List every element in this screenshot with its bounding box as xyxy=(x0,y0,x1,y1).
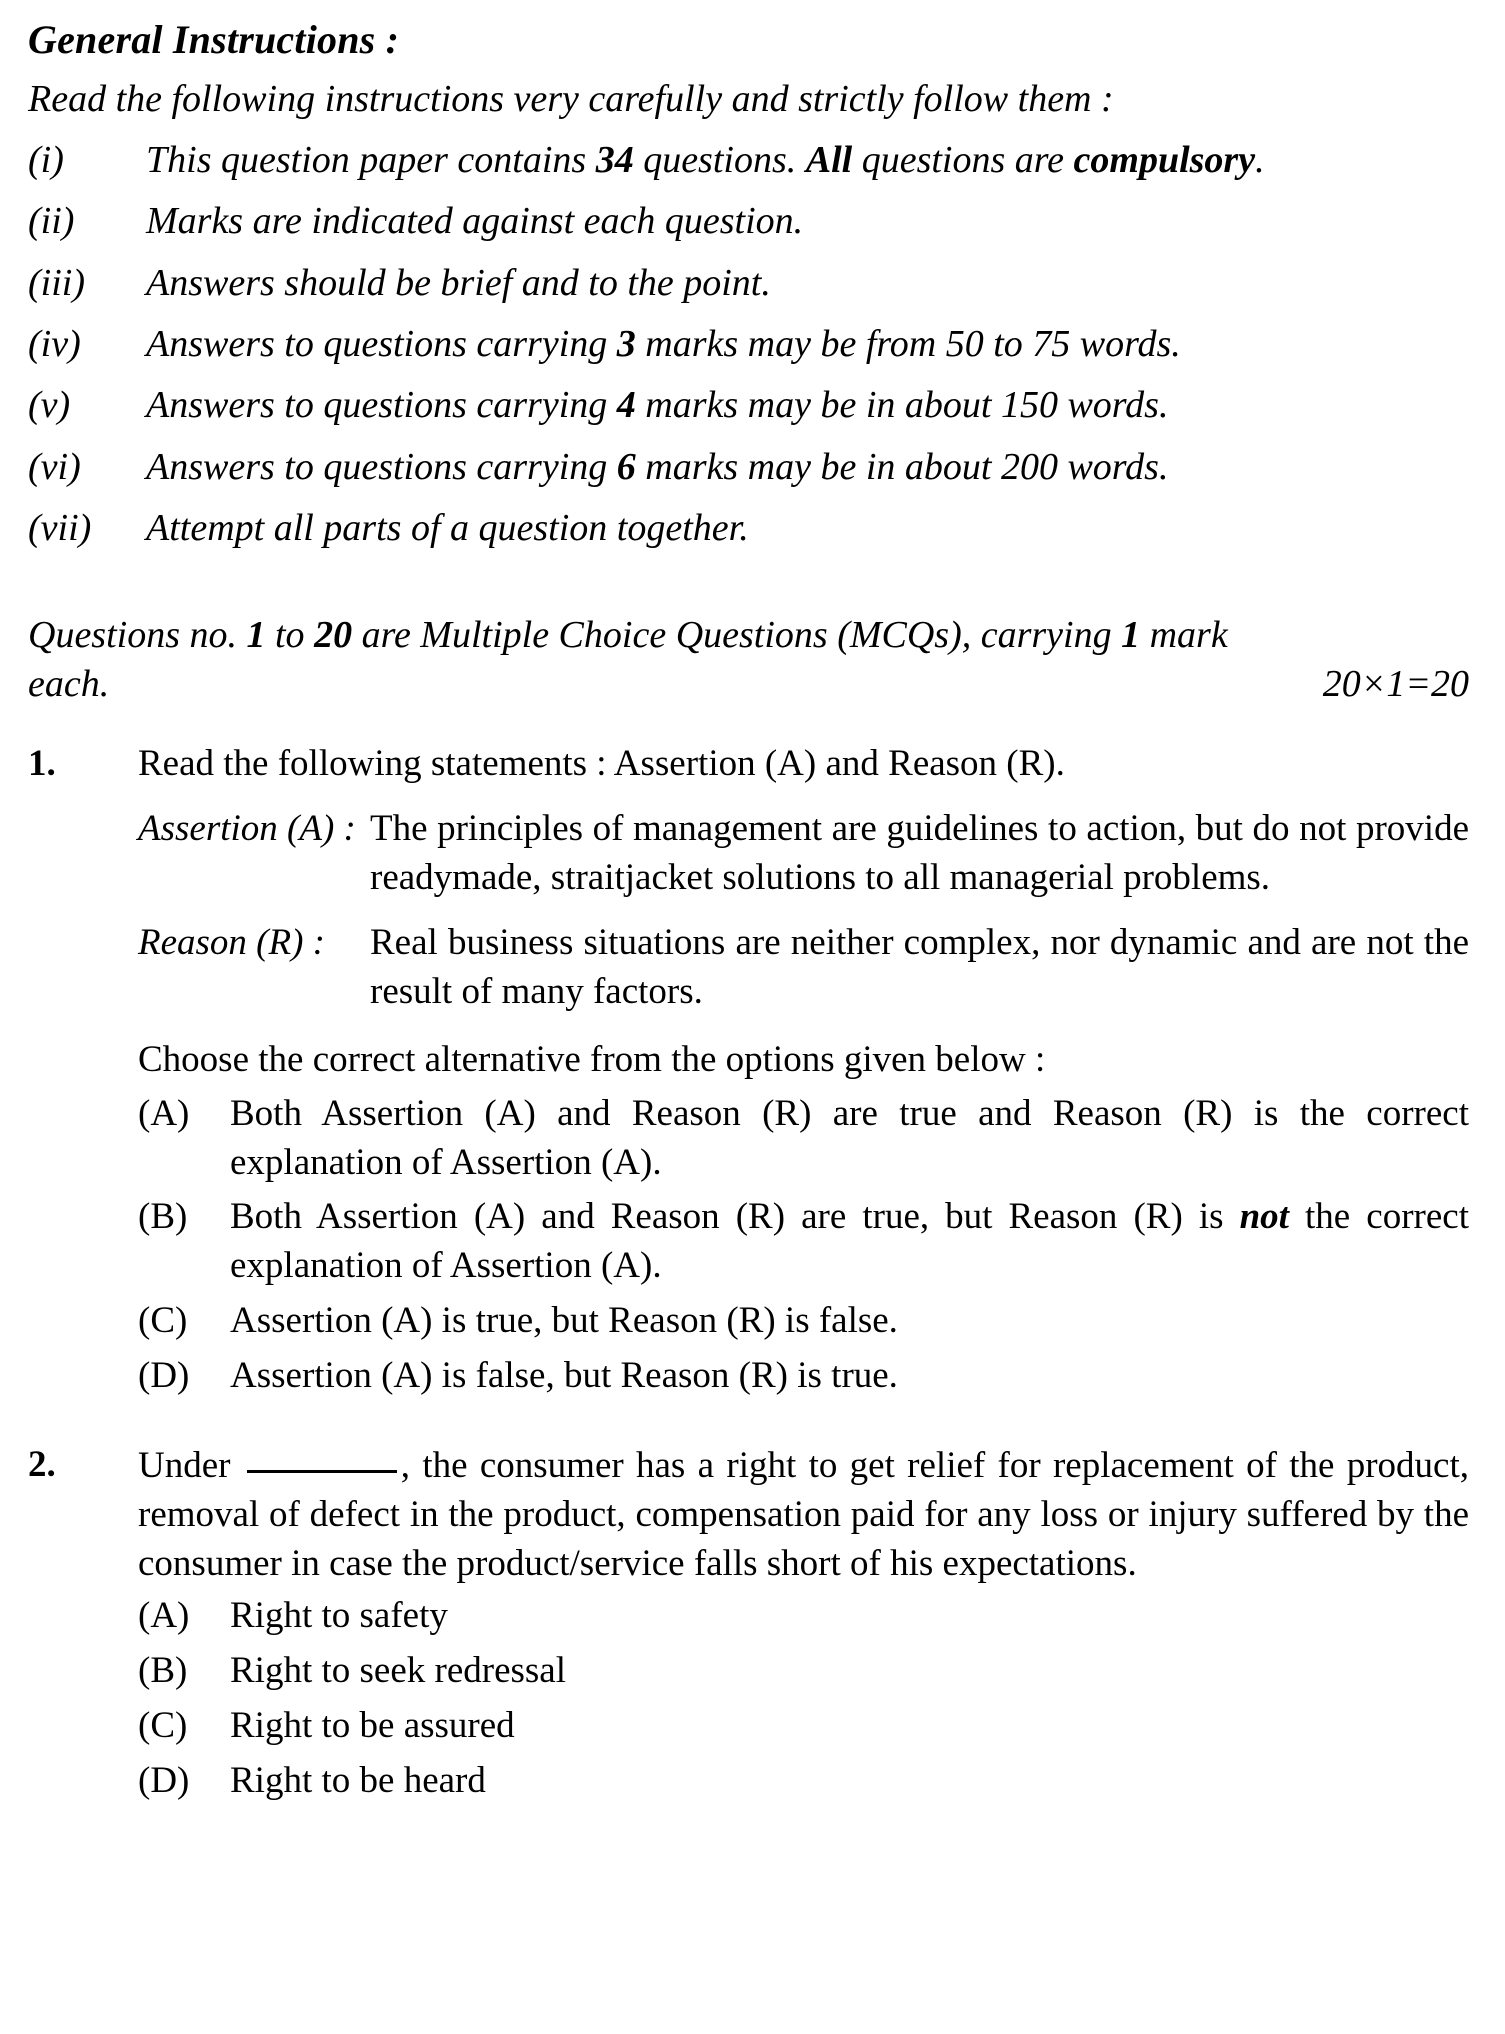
instruction-text-mid: questions. xyxy=(633,138,806,181)
question-number: 2. xyxy=(28,1443,56,1485)
question-stem xyxy=(138,1441,1469,1589)
general-instructions-heading: General Instructions : xyxy=(28,17,400,62)
mcq-intro-each: each. xyxy=(28,662,110,705)
instruction-marker: (i) xyxy=(28,138,64,181)
instructions-list xyxy=(28,136,1469,554)
option-d[interactable] xyxy=(138,1757,1469,1806)
reason-text: Real business situations are neither complex, nor dynamic and are not the result of many factors. xyxy=(370,922,1469,1013)
instruction-text xyxy=(146,136,1469,185)
question-stem-pre: Under xyxy=(138,1444,243,1486)
instruction-item-i xyxy=(28,136,1469,185)
instruction-text-post: marks may be in about 150 words. xyxy=(635,384,1169,427)
mcq-intro-post: mark xyxy=(1140,613,1228,656)
option-text: Right to be assured xyxy=(230,1705,515,1747)
instructions-lead-text: Read the following instructions very carefully and strictly follow them : xyxy=(28,78,1114,121)
question-body xyxy=(138,1441,1469,1812)
mcq-intro-mark-count: 1 xyxy=(1121,613,1141,656)
instruction-text-pre: This question paper contains xyxy=(146,138,596,181)
option-text-pre: Both Assertion (A) and Reason (R) are true, but Reason (R) is xyxy=(230,1196,1240,1238)
mcq-section-marks: 20×1=20 xyxy=(1322,662,1469,705)
instruction-bold-marks: 3 xyxy=(616,322,636,365)
mcq-intro-to: 20 xyxy=(314,613,353,656)
mcq-intro-mid: to xyxy=(265,613,315,656)
choose-alternative-line: Choose the correct alternative from the options given below : xyxy=(138,1038,1046,1080)
option-letter: (B) xyxy=(138,1650,188,1692)
question-2-options xyxy=(138,1592,1469,1805)
instruction-item-v xyxy=(28,381,1469,430)
assertion-text: The principles of management are guidelines to action, but do not provide readymade, straitjacket solutions to all managerial problems. xyxy=(370,807,1469,898)
instruction-text-mid2: questions are xyxy=(852,138,1074,181)
option-c[interactable] xyxy=(138,1702,1469,1751)
option-text-post: the correct explanation of Assertion (A). xyxy=(230,1196,1469,1287)
option-text: Assertion (A) is true, but Reason (R) is false. xyxy=(230,1300,898,1342)
instruction-text-pre: Answers to questions carrying xyxy=(146,384,617,427)
instruction-bold-marks: 4 xyxy=(616,384,636,427)
option-c[interactable] xyxy=(138,1297,1469,1346)
instruction-item-iv xyxy=(28,320,1469,369)
instruction-bold-compulsory: compulsory xyxy=(1073,138,1256,181)
instruction-text-pre: Answers to questions carrying xyxy=(146,445,617,488)
instruction-item-iii xyxy=(28,259,1469,308)
option-b[interactable] xyxy=(138,1647,1469,1696)
option-letter: (A) xyxy=(138,1092,190,1134)
instruction-item-ii xyxy=(28,197,1469,246)
instruction-bold-all: All xyxy=(805,138,853,181)
instruction-text-pre: Answers to questions carrying xyxy=(146,322,617,365)
option-letter: (B) xyxy=(138,1196,188,1238)
reason-label: Reason (R) : xyxy=(138,922,325,964)
instruction-text xyxy=(146,443,1469,492)
option-text: Right to be heard xyxy=(230,1759,486,1801)
instruction-item-vi xyxy=(28,443,1469,492)
mcq-section-intro xyxy=(28,610,1469,660)
question-stem-post: , the consumer has a right to get relief for replacement of the product, removal of defect in the product, compensation paid for any loss or injury suffered by the consumer in case the product/service falls short of his expectations. xyxy=(138,1444,1469,1585)
option-text: Both Assertion (A) and Reason (R) are true and Reason (R) is the correct explanation of Assertion (A). xyxy=(230,1092,1469,1183)
instruction-marker: (iii) xyxy=(28,261,85,304)
instruction-marker: (v) xyxy=(28,384,71,427)
mcq-intro-from: 1 xyxy=(246,613,266,656)
mcq-intro-mid2: are Multiple Choice Questions (MCQs), carrying xyxy=(352,613,1122,656)
question-stem: Read the following statements : Assertion (A) and Reason (R). xyxy=(138,742,1065,784)
instruction-text-post: marks may be in about 200 words. xyxy=(635,445,1169,488)
mcq-section-intro-line2 xyxy=(28,662,1469,706)
option-text: Right to seek redressal xyxy=(230,1650,566,1692)
fill-in-blank-rule xyxy=(247,1470,397,1473)
option-letter: (C) xyxy=(138,1300,188,1342)
instruction-text-post: marks may be from 50 to 75 words. xyxy=(635,322,1181,365)
option-d[interactable] xyxy=(138,1352,1469,1401)
instruction-bold-count: 34 xyxy=(595,138,634,181)
question-1-options xyxy=(138,1090,1469,1401)
option-letter: (A) xyxy=(138,1595,190,1637)
option-a[interactable] xyxy=(138,1090,1469,1188)
instruction-marker: (vi) xyxy=(28,445,81,488)
instruction-text-post: . xyxy=(1255,138,1265,181)
instruction-text: Marks are indicated against each question. xyxy=(146,200,804,243)
assertion-row xyxy=(138,804,1469,902)
option-a[interactable] xyxy=(138,1592,1469,1641)
instruction-marker: (ii) xyxy=(28,200,75,243)
instruction-marker: (iv) xyxy=(28,322,81,365)
question-number: 1. xyxy=(28,742,56,784)
question-1 xyxy=(28,740,1469,1407)
question-body xyxy=(138,740,1469,1407)
option-text xyxy=(230,1193,1469,1291)
option-text: Assertion (A) is false, but Reason (R) is true. xyxy=(230,1354,898,1396)
instruction-text xyxy=(146,381,1469,430)
instruction-text: Attempt all parts of a question together. xyxy=(146,507,749,550)
option-text-emphasis: not xyxy=(1239,1196,1289,1238)
mcq-intro-pre: Questions no. xyxy=(28,613,247,656)
option-letter: (D) xyxy=(138,1354,190,1396)
option-letter: (C) xyxy=(138,1705,188,1747)
option-text: Right to safety xyxy=(230,1595,448,1637)
instruction-marker: (vii) xyxy=(28,507,92,550)
instruction-bold-marks: 6 xyxy=(616,445,636,488)
instruction-item-vii xyxy=(28,504,1469,553)
option-letter: (D) xyxy=(138,1759,190,1801)
option-b[interactable] xyxy=(138,1193,1469,1291)
reason-row xyxy=(138,918,1469,1016)
assertion-label: Assertion (A) : xyxy=(138,807,356,849)
instruction-text xyxy=(146,320,1469,369)
instruction-text: Answers should be brief and to the point. xyxy=(146,261,771,304)
question-2 xyxy=(28,1441,1469,1812)
